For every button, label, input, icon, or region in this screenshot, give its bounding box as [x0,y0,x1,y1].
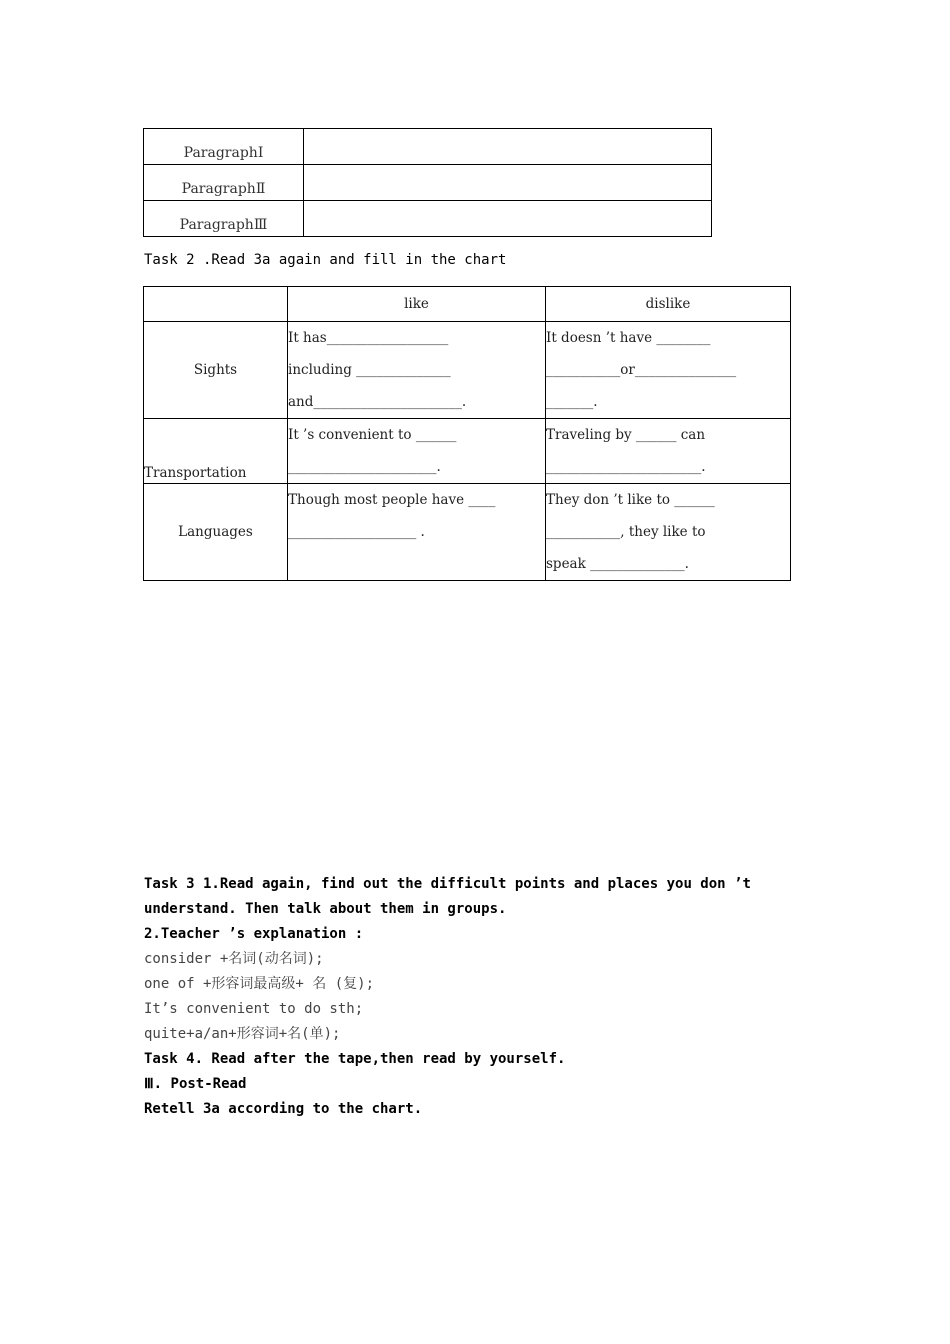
transportation-dislike-cell[interactable] [546,419,791,484]
paragraph-2-answer[interactable] [304,165,712,201]
sights-like-cell[interactable] [288,322,546,419]
paragraph-1-answer[interactable] [304,129,712,165]
chart-corner-cell [144,287,288,322]
chart-row-sights [144,322,791,419]
languages-like-line-1: Though most people have ____ [288,492,496,508]
languages-like-cell[interactable] [288,484,546,581]
row-label-transportation [144,419,288,484]
languages-dislike-line-1: They don ’t like to ______ [546,492,715,508]
task4-line: Task 4. Read after the tape,then read by yourself. [144,1051,566,1067]
task3-line-4: consider +名词(动名词); [144,951,324,967]
task2-title: Task 2 .Read 3a again and fill in the chart [144,252,507,268]
header-like: like [288,287,546,322]
task3-line-1: Task 3 1.Read again, find out the difficult points and places you don ’t [144,876,751,892]
sights-like-line-2: including ______________ [288,362,451,378]
row-label-transportation-text: Transportation [144,465,247,481]
languages-like-line-3-empty [288,548,545,580]
row-label-sights: Sights [144,322,288,419]
table-row [144,165,712,201]
task3-line-5: one of +形容词最高级+ 名 (复); [144,976,375,992]
table-row [144,201,712,237]
paragraph-2-label: ParagraphⅡ [144,165,304,201]
transportation-dislike-line-1: Traveling by ______ can [546,427,706,443]
sights-dislike-line-2: ___________or_______________ [546,362,737,378]
sights-dislike-cell[interactable] [546,322,791,419]
languages-like-line-2: ___________________ . [288,524,425,540]
row-label-languages: Languages [144,484,288,581]
like-dislike-chart [143,286,791,581]
paragraph-3-label: ParagraphⅢ [144,201,304,237]
sights-dislike-line-3: _______. [546,394,598,410]
task3-line-3: 2.Teacher ’s explanation : [144,926,364,942]
paragraph-table [143,128,712,237]
paragraph-1-label: ParagraphⅠ [144,129,304,165]
postread-title: Ⅲ. Post-Read [144,1076,247,1092]
table-row [144,129,712,165]
header-dislike: dislike [546,287,791,322]
sights-like-line-3: and______________________. [288,394,467,410]
task3-line-2: understand. Then talk about them in groups. [144,901,507,917]
transportation-like-line-2: ______________________. [288,459,441,475]
languages-dislike-line-2: ___________, they like to [546,524,706,540]
sights-like-line-1: It has__________________ [288,330,449,346]
chart-row-transportation [144,419,791,484]
sights-dislike-line-1: It doesn ’t have ________ [546,330,711,346]
transportation-dislike-line-2: _______________________. [546,459,706,475]
task-instructions [144,872,814,1122]
languages-dislike-line-3: speak ______________. [546,556,689,572]
transportation-like-cell[interactable] [288,419,546,484]
paragraph-3-answer[interactable] [304,201,712,237]
chart-row-languages [144,484,791,581]
languages-dislike-cell[interactable] [546,484,791,581]
task3-line-6: It’s convenient to do sth; [144,1001,364,1017]
postread-retell: Retell 3a according to the chart. [144,1101,423,1117]
transportation-like-line-1: It ’s convenient to ______ [288,427,457,443]
task3-line-7: quite+a/an+形容词+名(单); [144,1026,341,1042]
chart-header-row [144,287,791,322]
